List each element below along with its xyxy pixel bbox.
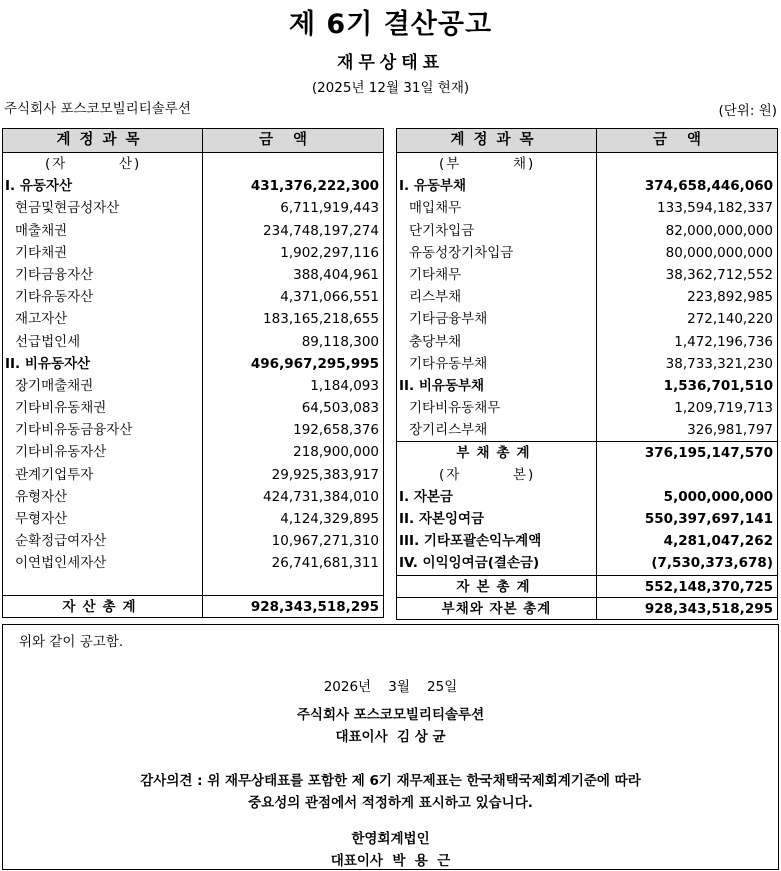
assets-section-label — [3, 153, 383, 175]
table-row — [397, 419, 777, 441]
audit-opinion-line-2: 중요성의 관점에서 적정하게 표시하고 있습니다. — [248, 795, 533, 811]
row-label: II. 비유동부채 — [397, 375, 597, 397]
table-row — [3, 464, 383, 486]
row-value: 326,981,797 — [687, 422, 773, 439]
row-value: 374,658,446,060 — [644, 178, 773, 195]
row-label: 기타비유동자산 — [3, 441, 203, 463]
row-label: 현금및현금성자산 — [3, 197, 203, 219]
row-value: 26,741,681,311 — [271, 555, 379, 572]
row-label: 기타비유동채무 — [397, 397, 597, 419]
row-label: 단기차입금 — [397, 220, 597, 242]
row-value: 80,000,000,000 — [665, 244, 773, 261]
section-label-open: (자 — [439, 466, 462, 483]
row-label: 충당부채 — [397, 331, 597, 353]
row-value: 4,281,047,262 — [663, 533, 773, 550]
row-value: 4,371,066,551 — [280, 289, 379, 306]
row-label: 기타금융부채 — [397, 308, 597, 330]
table-row — [397, 242, 777, 264]
table-row — [3, 220, 383, 242]
table-row — [3, 375, 383, 397]
total-assets-row — [3, 595, 383, 617]
statement-date: (2025년 12월 31일 현재) — [311, 80, 470, 96]
unit-label: (단위: 원) — [718, 103, 777, 119]
row-label: 기타금융자산 — [3, 264, 203, 286]
row-value: 388,404,961 — [293, 266, 379, 283]
row-value: 10,967,271,310 — [271, 533, 379, 550]
total-liabilities-value: 376,195,147,570 — [644, 445, 773, 462]
row-value: 133,594,182,337 — [657, 200, 773, 217]
row-value: 38,733,321,230 — [665, 355, 773, 372]
table-row — [3, 419, 383, 441]
row-value: 1,536,701,510 — [663, 377, 773, 394]
row-label: II. 자본잉여금 — [397, 508, 597, 530]
account-column-header: 계정과목 — [397, 129, 597, 152]
table-row — [3, 530, 383, 552]
page-title: 제 6기 결산공고 — [288, 9, 493, 40]
total-assets-label: 자산총계 — [3, 596, 203, 617]
table-row — [397, 331, 777, 353]
row-label: 매출채권 — [3, 220, 203, 242]
table-row — [397, 397, 777, 419]
notice-date: 2026년 3월 25일 — [323, 679, 458, 695]
row-value: 29,925,383,917 — [271, 466, 379, 483]
row-value: 223,892,985 — [687, 289, 773, 306]
section-label-close: 본) — [513, 466, 536, 483]
blank-row — [3, 575, 383, 595]
row-label: IV. 이익잉여금(결손금) — [397, 552, 597, 574]
row-label: I. 유동자산 — [3, 175, 203, 197]
row-label: 기타비유동채권 — [3, 397, 203, 419]
table-row — [397, 286, 777, 308]
table-row — [3, 175, 383, 197]
row-label: 유형자산 — [3, 486, 203, 508]
row-label: 선급법인세 — [3, 331, 203, 353]
grand-total-value: 928,343,518,295 — [644, 600, 773, 617]
table-row — [3, 286, 383, 308]
row-label: 무형자산 — [3, 508, 203, 530]
section-label-close: 채) — [513, 156, 536, 172]
liabilities-table-header — [397, 129, 777, 153]
row-label: I. 자본금 — [397, 486, 597, 508]
total-assets-value: 928,343,518,295 — [250, 598, 379, 615]
table-row — [397, 486, 777, 508]
row-label: 장기리스부채 — [397, 419, 597, 441]
total-equity-label: 자본총계 — [397, 576, 597, 597]
row-value: 424,731,384,010 — [263, 488, 379, 505]
total-equity-value: 552,148,370,725 — [644, 578, 773, 595]
row-value: 4,124,329,895 — [280, 511, 379, 527]
row-label: 재고자산 — [3, 308, 203, 330]
row-value: 218,900,000 — [293, 444, 379, 461]
row-label: 순확정급여자산 — [3, 530, 203, 552]
row-value: 272,140,220 — [687, 311, 773, 328]
auditor-name: 한영회계법인 — [351, 831, 430, 847]
table-row — [397, 552, 777, 574]
section-label-open: (자 — [45, 156, 68, 172]
row-label: 장기매출채권 — [3, 375, 203, 397]
row-value: 5,000,000,000 — [663, 488, 773, 505]
row-value: 1,472,196,736 — [674, 333, 773, 350]
row-value: 1,902,297,116 — [280, 244, 379, 261]
amount-column-header: 금액 — [258, 132, 327, 148]
table-row — [3, 353, 383, 375]
table-row — [3, 331, 383, 353]
row-value: 82,000,000,000 — [665, 222, 773, 239]
table-row — [397, 530, 777, 552]
grand-total-label: 부채와 자본 총계 — [397, 598, 597, 619]
audit-opinion-line-1: 감사의견 : 위 재무상태표를 포함한 제 6기 재무제표는 한국채택국제회계기준에 따라 — [140, 773, 641, 789]
table-row — [3, 441, 383, 463]
table-row — [3, 197, 383, 219]
row-label: 매입채무 — [397, 197, 597, 219]
assets-table-header — [3, 129, 383, 153]
row-value: 431,376,222,300 — [250, 178, 379, 195]
table-row — [397, 508, 777, 530]
row-value: (7,530,373,678) — [651, 555, 773, 572]
row-value: 38,362,712,552 — [665, 266, 773, 283]
equity-section-label — [397, 464, 777, 486]
table-row — [397, 308, 777, 330]
row-label: 관계기업투자 — [3, 464, 203, 486]
section-label-open: (부 — [439, 156, 462, 172]
assets-table — [2, 128, 384, 618]
table-row — [397, 375, 777, 397]
table-row — [397, 353, 777, 375]
notice-company: 주식회사 포스코모빌리티솔루션 — [296, 707, 485, 723]
row-label: 기타유동자산 — [3, 286, 203, 308]
table-row — [397, 197, 777, 219]
table-row — [3, 264, 383, 286]
liabilities-equity-table — [396, 128, 778, 620]
row-label: II. 비유동자산 — [3, 353, 203, 375]
total-equity-row — [397, 575, 777, 597]
row-value: 89,118,300 — [301, 333, 379, 350]
row-label: 기타채무 — [397, 264, 597, 286]
row-value: 1,184,093 — [310, 377, 379, 394]
row-label: 기타비유동금융자산 — [3, 419, 203, 441]
notice-ceo: 대표이사 김 상 균 — [335, 729, 446, 745]
row-value: 496,967,295,995 — [250, 355, 379, 372]
amount-column-header: 금액 — [652, 132, 721, 148]
auditor-ceo: 대표이사 박 용 근 — [330, 853, 451, 869]
statement-subtitle: 재무상태표 — [336, 53, 445, 73]
row-value: 183,165,218,655 — [263, 311, 379, 328]
table-row — [397, 220, 777, 242]
total-liabilities-row — [397, 441, 777, 463]
row-value: 550,397,697,141 — [644, 511, 773, 527]
row-value: 234,748,197,274 — [263, 222, 379, 239]
table-row — [3, 508, 383, 530]
row-value: 6,711,919,443 — [280, 200, 379, 217]
table-row — [3, 397, 383, 419]
row-label: 기타유동부채 — [397, 353, 597, 375]
table-row — [3, 552, 383, 574]
grand-total-row — [397, 597, 777, 619]
table-row — [3, 242, 383, 264]
table-row — [3, 308, 383, 330]
section-label-close: 산) — [119, 156, 142, 172]
total-liabilities-label: 부채총계 — [397, 442, 597, 463]
row-value: 64,503,083 — [301, 400, 379, 417]
company-name: 주식회사 포스코모빌리티솔루션 — [4, 101, 191, 117]
row-value: 192,658,376 — [293, 422, 379, 439]
row-value: 1,209,719,713 — [674, 400, 773, 417]
table-row — [397, 264, 777, 286]
row-label: 유동성장기차입금 — [397, 242, 597, 264]
row-label: 이연법인세자산 — [3, 552, 203, 574]
liabilities-section-label — [397, 153, 777, 175]
row-label: 리스부채 — [397, 286, 597, 308]
notice-intro: 위와 같이 공고함. — [19, 634, 124, 650]
table-row — [3, 486, 383, 508]
row-label: I. 유동부채 — [397, 175, 597, 197]
row-label: III. 기타포괄손익누계액 — [397, 530, 597, 552]
row-label: 기타채권 — [3, 242, 203, 264]
table-row — [397, 175, 777, 197]
account-column-header: 계정과목 — [3, 129, 203, 152]
